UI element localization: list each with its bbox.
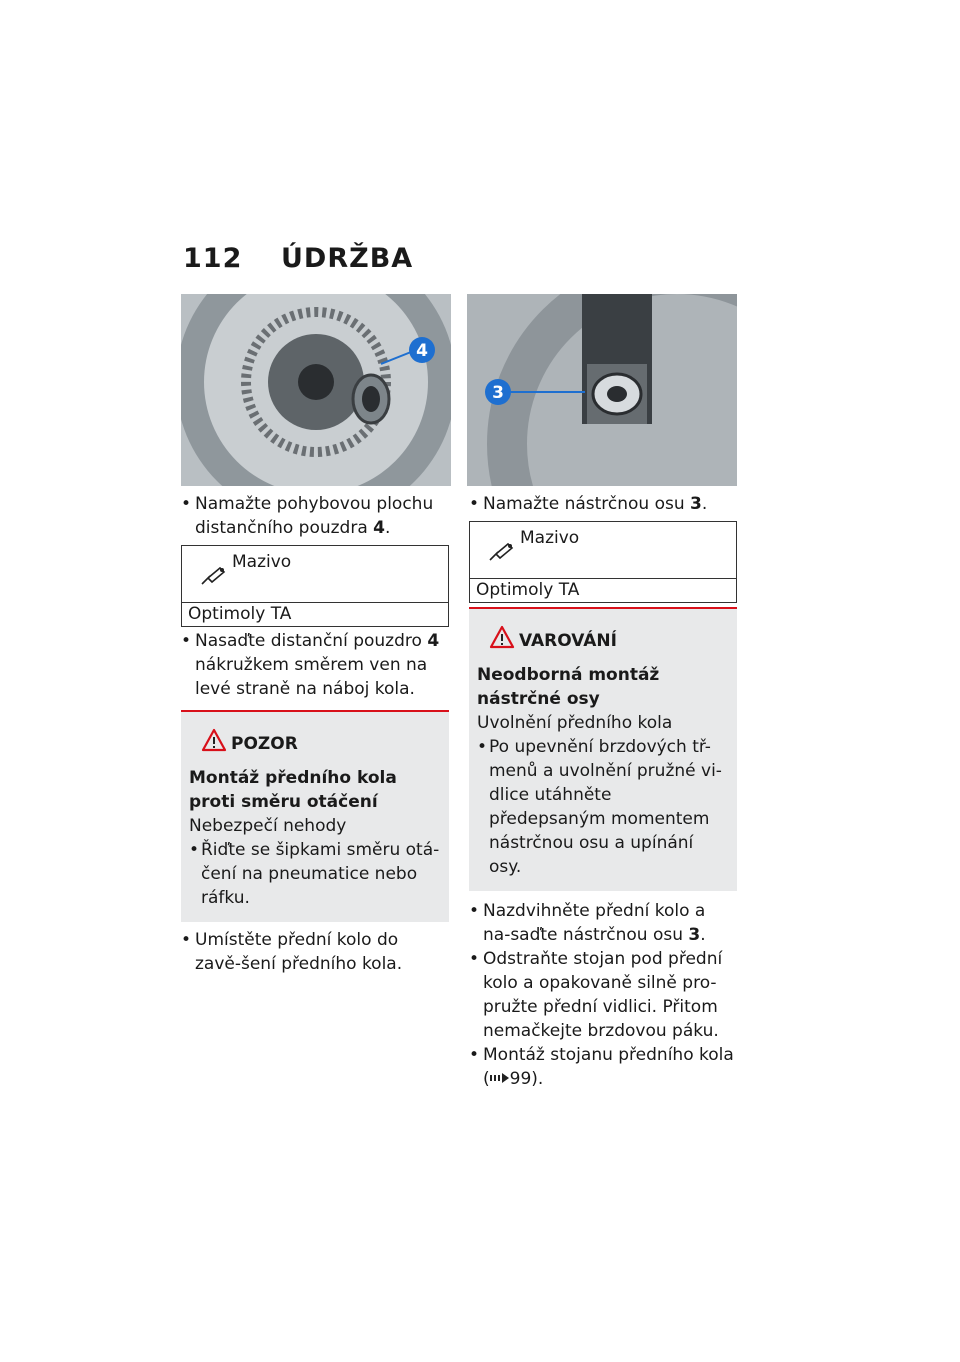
lubricant-value: Optimoly TA: [476, 580, 580, 600]
caution-instruction: • Řiďte se šipkami směru otá-čení na pneumatice nebo ráfku.: [189, 838, 441, 910]
warning-instruction: • Po upevnění brzdových tř-menů a uvolnění pružné vi-dlice utáhněte předepsaným momentem nástrčnou osu a upínání osy.: [477, 735, 729, 879]
callout-3-label: 3: [492, 383, 504, 403]
page-title: ÚDRŽBA: [281, 243, 414, 274]
warning-triangle-icon: [489, 625, 515, 649]
warning-box: [469, 607, 737, 891]
right-column: [469, 492, 737, 1091]
wheel-hub-illustration: [181, 294, 451, 486]
lubricant-box: [181, 545, 449, 627]
lubricant-label: Mazivo: [520, 528, 580, 548]
step-lubricate-axle: • Namažte nástrčnou osu 3.: [469, 492, 737, 516]
caution-subtitle: Montáž předního kola proti směru otáčení: [189, 768, 397, 812]
page-number: 112: [183, 243, 243, 274]
lubricant-value: Optimoly TA: [188, 604, 292, 624]
step-insert-axle: • Nazdvihněte přední kolo a na-saďte nástrčnou osu 3.: [469, 899, 737, 947]
warning-title: VAROVÁNÍ: [519, 631, 617, 651]
warning-hazard: Uvolnění předního kola: [477, 713, 673, 733]
callout-4-label: 4: [416, 341, 428, 361]
lubricant-label: Mazivo: [232, 552, 292, 572]
fork-axle-illustration: [467, 294, 737, 486]
step-place-wheel: • Umístěte přední kolo do zavě-šení předního kola.: [181, 928, 449, 976]
grease-gun-icon: [200, 564, 228, 586]
wheel-hub-spacer-photo: [181, 294, 451, 486]
step-lubricate-spacer: • Namažte pohybovou plochu distančního pouzdra 4.: [181, 492, 449, 540]
page-reference-arrow-icon: [490, 1072, 510, 1084]
warning-triangle-icon: [201, 728, 227, 752]
left-column: [181, 492, 449, 976]
step-insert-spacer: • Nasaďte distanční pouzdro 4 nákružkem směrem ven na levé straně na náboj kola.: [181, 629, 449, 701]
grease-gun-icon: [488, 540, 516, 562]
step-remove-stand: • Odstraňte stojan pod přední kolo a opakovaně silně pro-pružte přední vidlici. Přitom nemačkejte brzdovou páku.: [469, 947, 737, 1043]
caution-title: POZOR: [231, 734, 298, 754]
caution-box: [181, 710, 449, 922]
caution-hazard: Nebezpečí nehody: [189, 816, 347, 836]
warning-subtitle: Neodborná montáž nástrčné osy: [477, 665, 660, 709]
step-mount-stand: • Montáž stojanu předního kola ( 99).: [469, 1043, 737, 1091]
lubricant-box: [469, 521, 737, 603]
fork-axle-photo: [467, 294, 737, 486]
